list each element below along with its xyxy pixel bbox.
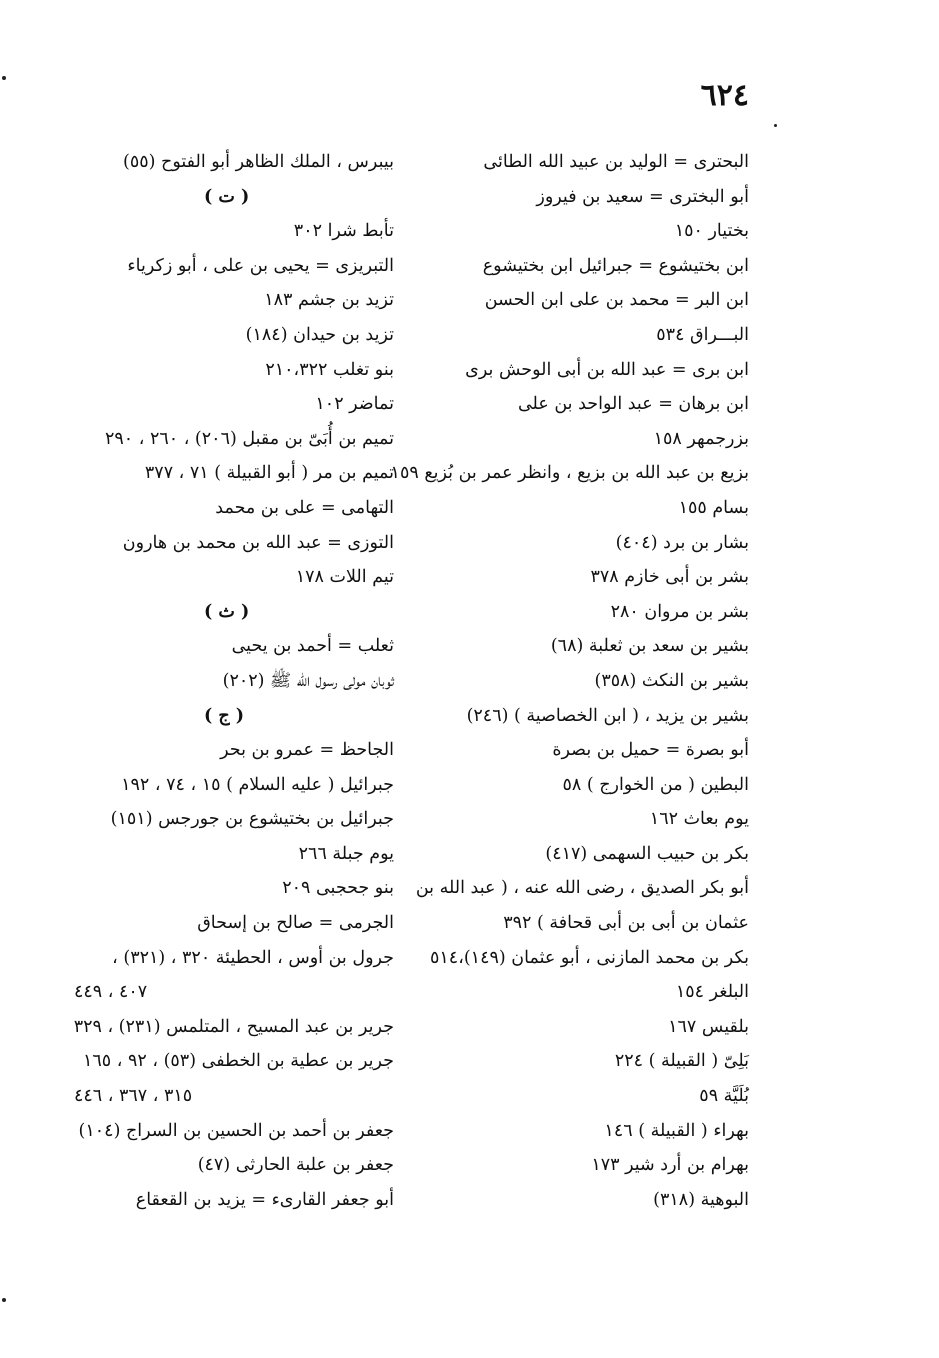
index-entry: ٤٠٧ ، ٤٤٩ [74, 982, 148, 1003]
index-entry: تميم بن مر ( أبو القبيلة ) ٧١ ، ٣٧٧ [144, 463, 394, 484]
index-entry: الجرمى = صالح بن إسحاق [197, 913, 394, 934]
index-entry: التبريزى = يحيى بن على ، أبو زكرياء [127, 255, 394, 276]
index-entry: ابن برى = عبد الله بن أبى الوحش برى [465, 359, 749, 380]
index-entry: بنو جحجبى ٢٠٩ [282, 878, 394, 899]
index-entry: البـــراق ٥٣٤ [656, 324, 749, 345]
index-entry: جرير بن عطية بن الخطفى (٥٣) ، ٩٢ ، ١٦٥ [83, 1051, 394, 1072]
index-entry: بشير بن النكث (٣٥٨) [594, 670, 749, 691]
section-letter-heading: ( ج ) [204, 705, 245, 726]
scan-mark [2, 76, 6, 80]
index-entry: التوزى = عبد الله بن محمد بن هارون [122, 532, 394, 553]
index-entry: بزيع بن عبد الله بن بزيع ، وانظر عمر بن بُزيع ١٥٩ [390, 463, 749, 484]
index-entry: جرير بن عبد المسيح ، المتلمس (٢٣١) ، ٣٢٩ [73, 1016, 394, 1037]
index-entry: ثعلب = أحمد بن يحيى [231, 636, 394, 657]
index-entry: بنو تغلب ٢١٠،٣٢٢ [265, 359, 394, 380]
index-entry: أبو جعفر القارىء = يزيد بن القعقاع [135, 1189, 394, 1210]
index-entry: أبو البخترى = سعيد بن فيروز [536, 186, 749, 207]
index-entry: يوم جبلة ٢٦٦ [298, 843, 394, 864]
index-entry: تماضر ١٠٢ [315, 394, 394, 415]
index-column-left [74, 145, 394, 1217]
index-entry: يوم بعاث ١٦٢ [649, 809, 749, 830]
index-entry: بهرام بن أرد شير ١٧٣ [591, 1155, 749, 1176]
index-entry: تأبط شرا ٣٠٢ [293, 221, 394, 242]
index-entry: ابن بختيشوع = جبرائيل ابن بختيشوع [482, 255, 749, 276]
index-entry: جعفر بن علبة الحارثى (٤٧) [197, 1155, 394, 1176]
index-entry: جبرائيل ( عليه السلام ) ١٥ ، ٧٤ ، ١٩٢ [121, 774, 394, 795]
index-entry: بشر بن مروان ٢٨٠ [610, 601, 749, 622]
index-entry: عثمان بن أبى بن أبى قحافة ) ٣٩٢ [503, 913, 749, 934]
index-entry: البلغر ١٥٤ [675, 982, 749, 1003]
page-number: ٦٢٤ [700, 78, 749, 113]
index-entry: بكر بن محمد المازنى ، أبو عثمان (١٤٩)،٥١٤ [429, 947, 749, 968]
index-entry: بشير بن سعد بن ثعلبة (٦٨) [550, 636, 749, 657]
index-entry: جعفر بن أحمد بن الحسين بن السراج (١٠٤) [78, 1120, 394, 1141]
index-entry: بلقيس ١٦٧ [668, 1016, 749, 1037]
scan-mark [2, 1298, 6, 1302]
index-entry: ثوبان مولى رسول الله ﷺ (٢٠٢) [222, 670, 394, 691]
index-entry: أبو بكر الصديق ، رضى الله عنه ، ( عبد الله بن [415, 878, 749, 899]
index-entry: تزيد بن حيدان (١٨٤) [245, 324, 394, 345]
index-entry: تيم اللات ١٧٨ [295, 567, 394, 588]
index-column-right [390, 145, 749, 1217]
index-entry: أبو بصرة = حميل بن بصرة [552, 740, 749, 761]
section-letter-heading: ( ت ) [204, 186, 250, 207]
index-entry: البطين ( من الخوارج ) ٥٨ [562, 774, 749, 795]
index-entry: التهامى = على بن محمد [215, 497, 394, 518]
index-entry: بشير بن يزيد ، ( ابن الخصاصية ) (٢٤٦) [466, 705, 749, 726]
index-entry: ابن برهان = عبد الواحد بن على [517, 394, 749, 415]
index-entry: بشار بن برد (٤٠٤) [615, 532, 749, 553]
index-entry: تميم بن أُبَىّ بن مقبل (٢٠٦) ، ٢٦٠ ، ٢٩٠ [104, 428, 394, 449]
index-entry: بُلَيَّة ٥٩ [699, 1086, 749, 1107]
index-entry: بيبرس ، الملك الظاهر أبو الفتوح (٥٥) [123, 152, 394, 172]
section-letter-heading: ( ث ) [204, 601, 250, 622]
index-entry: بزرجمهر ١٥٨ [653, 428, 749, 449]
index-entry: تزيد بن جشم ١٨٣ [264, 290, 394, 311]
index-entry: جرول بن أوس ، الحطيئة ٣٢٠ ، (٣٢١) ، [112, 947, 394, 968]
index-entry: الجاحظ = عمرو بن بحر [220, 740, 394, 761]
index-entry: بهراء ( القبيلة ) ١٤٦ [604, 1120, 749, 1141]
index-entry: البحترى = الوليد بن عبيد الله الطائى [483, 152, 749, 172]
index-entry: ٣١٥ ، ٣٦٧ ، ٤٤٦ [74, 1086, 193, 1107]
index-entry: بسام ١٥٥ [678, 497, 749, 518]
scan-mark [774, 124, 777, 127]
index-entry: بَلِىّ ( القبيلة ) ٢٢٤ [614, 1051, 749, 1072]
index-entry: البوهية (٣١٨) [653, 1189, 749, 1210]
index-entry: بختيار ١٥٠ [674, 221, 749, 242]
index-entry: بشر بن أبى خازم ٣٧٨ [590, 567, 749, 588]
index-entry: جبرائيل بن بختيشوع بن جورجس (١٥١) [110, 809, 394, 830]
index-entry: ابن البر = محمد بن على ابن الحسن [484, 290, 749, 311]
index-entry: بكر بن حبيب السهمى (٤١٧) [545, 843, 749, 864]
